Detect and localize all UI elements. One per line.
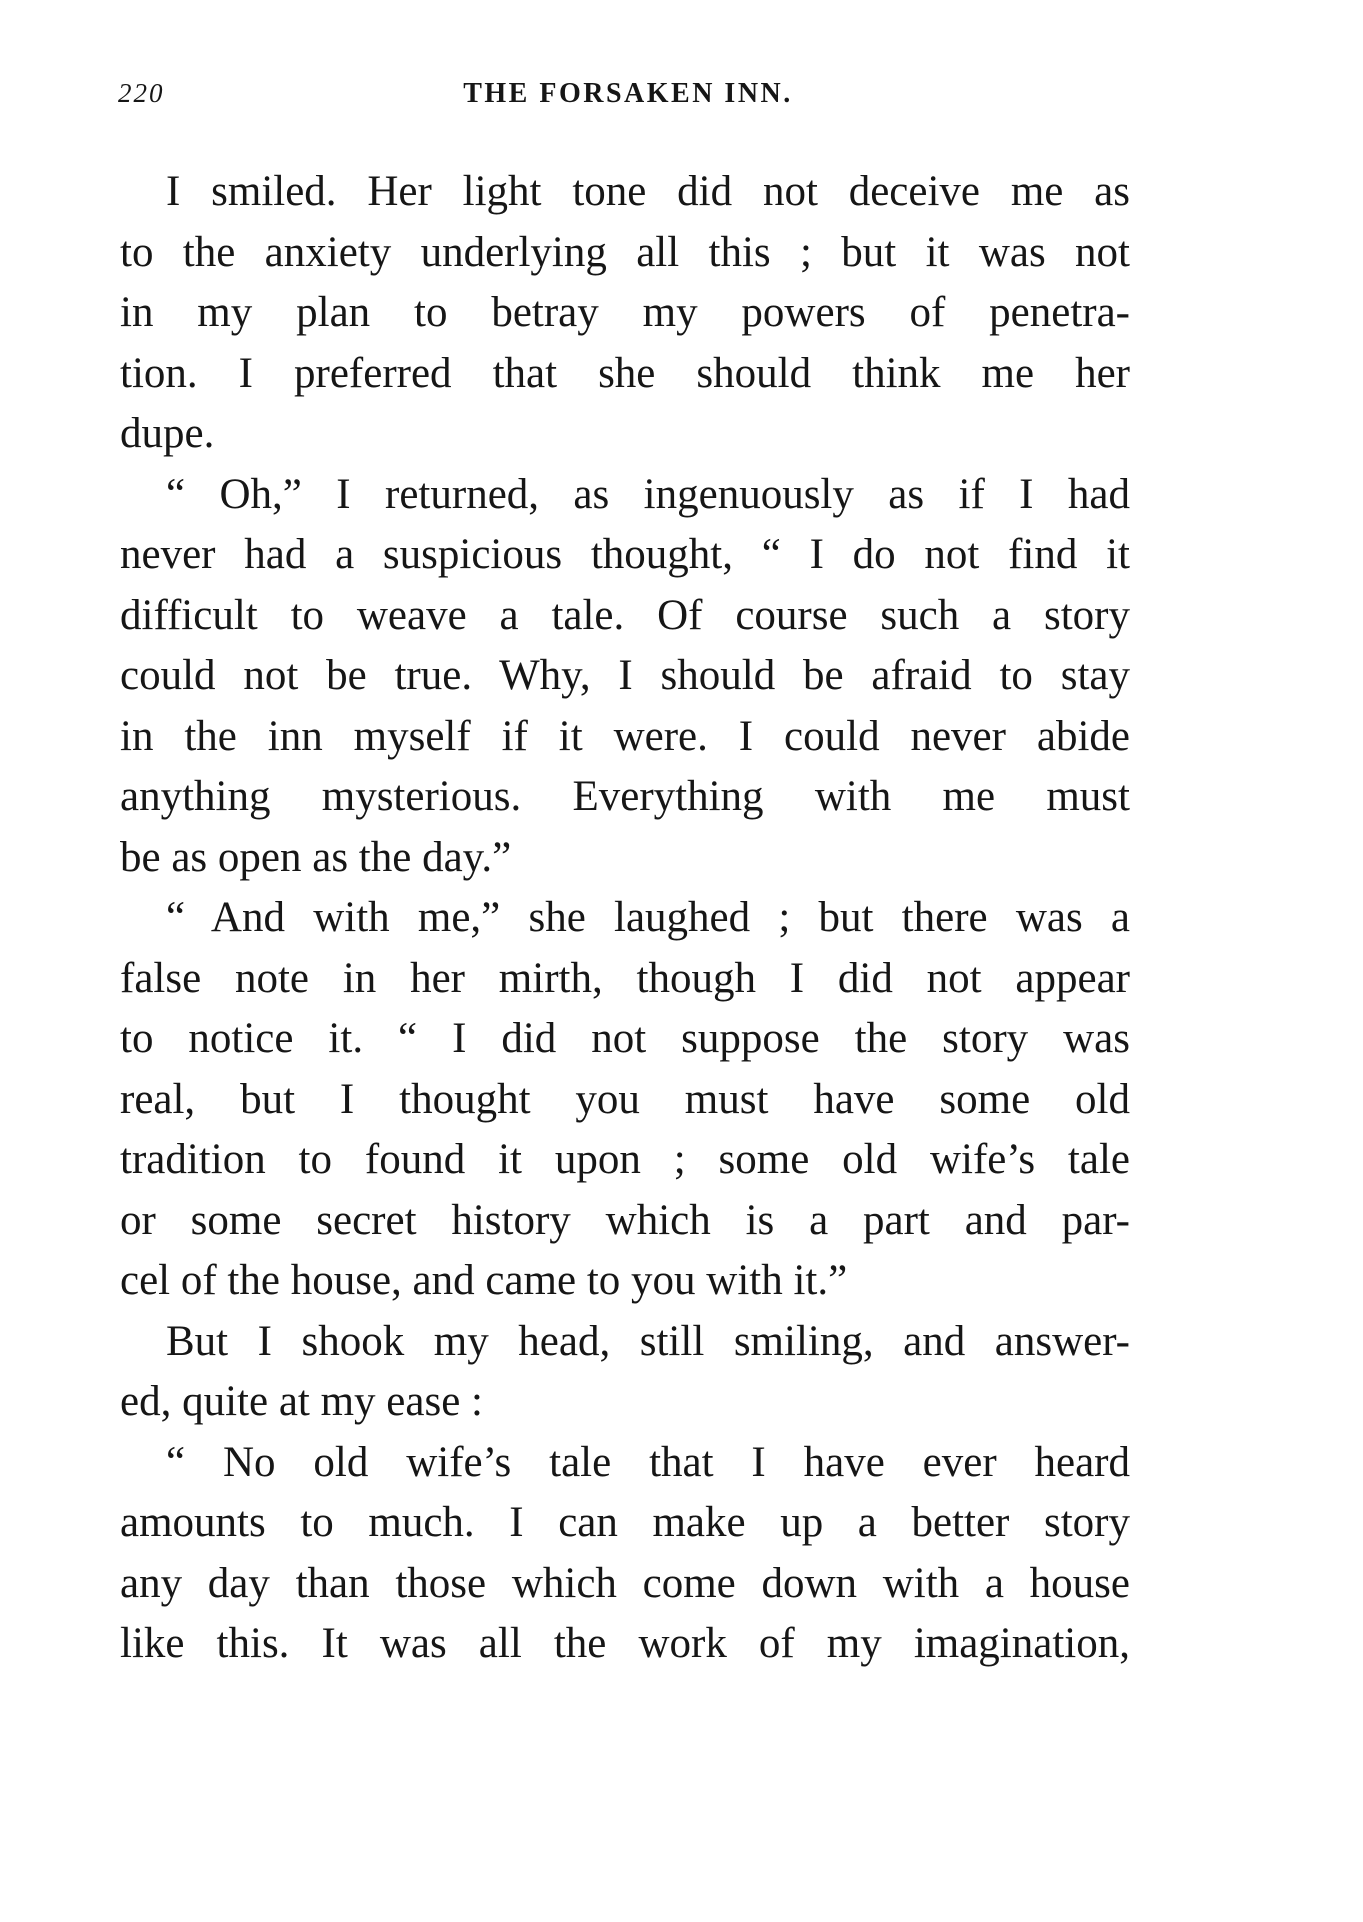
text-line: to the anxiety underlying all this ; but it was not (120, 228, 1130, 276)
text-line: difficult to weave a tale. Of course such a story (120, 591, 1130, 639)
text-line: be as open as the day.” (120, 833, 512, 881)
text-line: never had a suspicious thought, “ I do not find it (120, 531, 1130, 578)
text-line: But I shook my head, still smiling, and answer- (166, 1317, 1130, 1365)
text-line: in my plan to betray my powers of penetra- (120, 289, 1130, 336)
page-number: 220 (118, 78, 165, 108)
text-line: real, but I thought you must have some old (120, 1075, 1130, 1123)
text-line: in the inn myself if it were. I could never abide (120, 712, 1130, 760)
text-line: dupe. (120, 410, 215, 457)
text-line: “ And with me,” she laughed ; but there was a (166, 894, 1130, 941)
text-line: false note in her mirth, though I did not appear (120, 954, 1130, 1002)
text-line: tion. I preferred that she should think me her (120, 349, 1130, 397)
text-line: cel of the house, and came to you with it.” (120, 1257, 848, 1304)
text-line: “ No old wife’s tale that I have ever heard (166, 1438, 1130, 1486)
text-line: ed, quite at my ease : (120, 1378, 483, 1425)
text-line: to notice it. “ I did not suppose the story was (120, 1015, 1130, 1062)
text-line: anything mysterious. Everything with me must (120, 773, 1130, 820)
text-line: like this. It was all the work of my imagination, (120, 1620, 1130, 1667)
text-line: amounts to much. I can make up a better story (120, 1499, 1130, 1546)
body-text (120, 162, 1130, 1675)
text-line: “ Oh,” I returned, as ingenuously as if I had (166, 470, 1130, 518)
text-line: could not be true. Why, I should be afraid to stay (120, 652, 1130, 699)
text-line: or some secret history which is a part and par- (120, 1196, 1130, 1244)
text-line: I smiled. Her light tone did not deceive me as (166, 168, 1130, 215)
text-line: any day than those which come down with a house (120, 1559, 1130, 1607)
running-head (118, 78, 1128, 118)
running-title: THE FORSAKEN INN. (463, 78, 793, 109)
text-line: tradition to found it upon ; some old wife’s tale (120, 1136, 1130, 1183)
